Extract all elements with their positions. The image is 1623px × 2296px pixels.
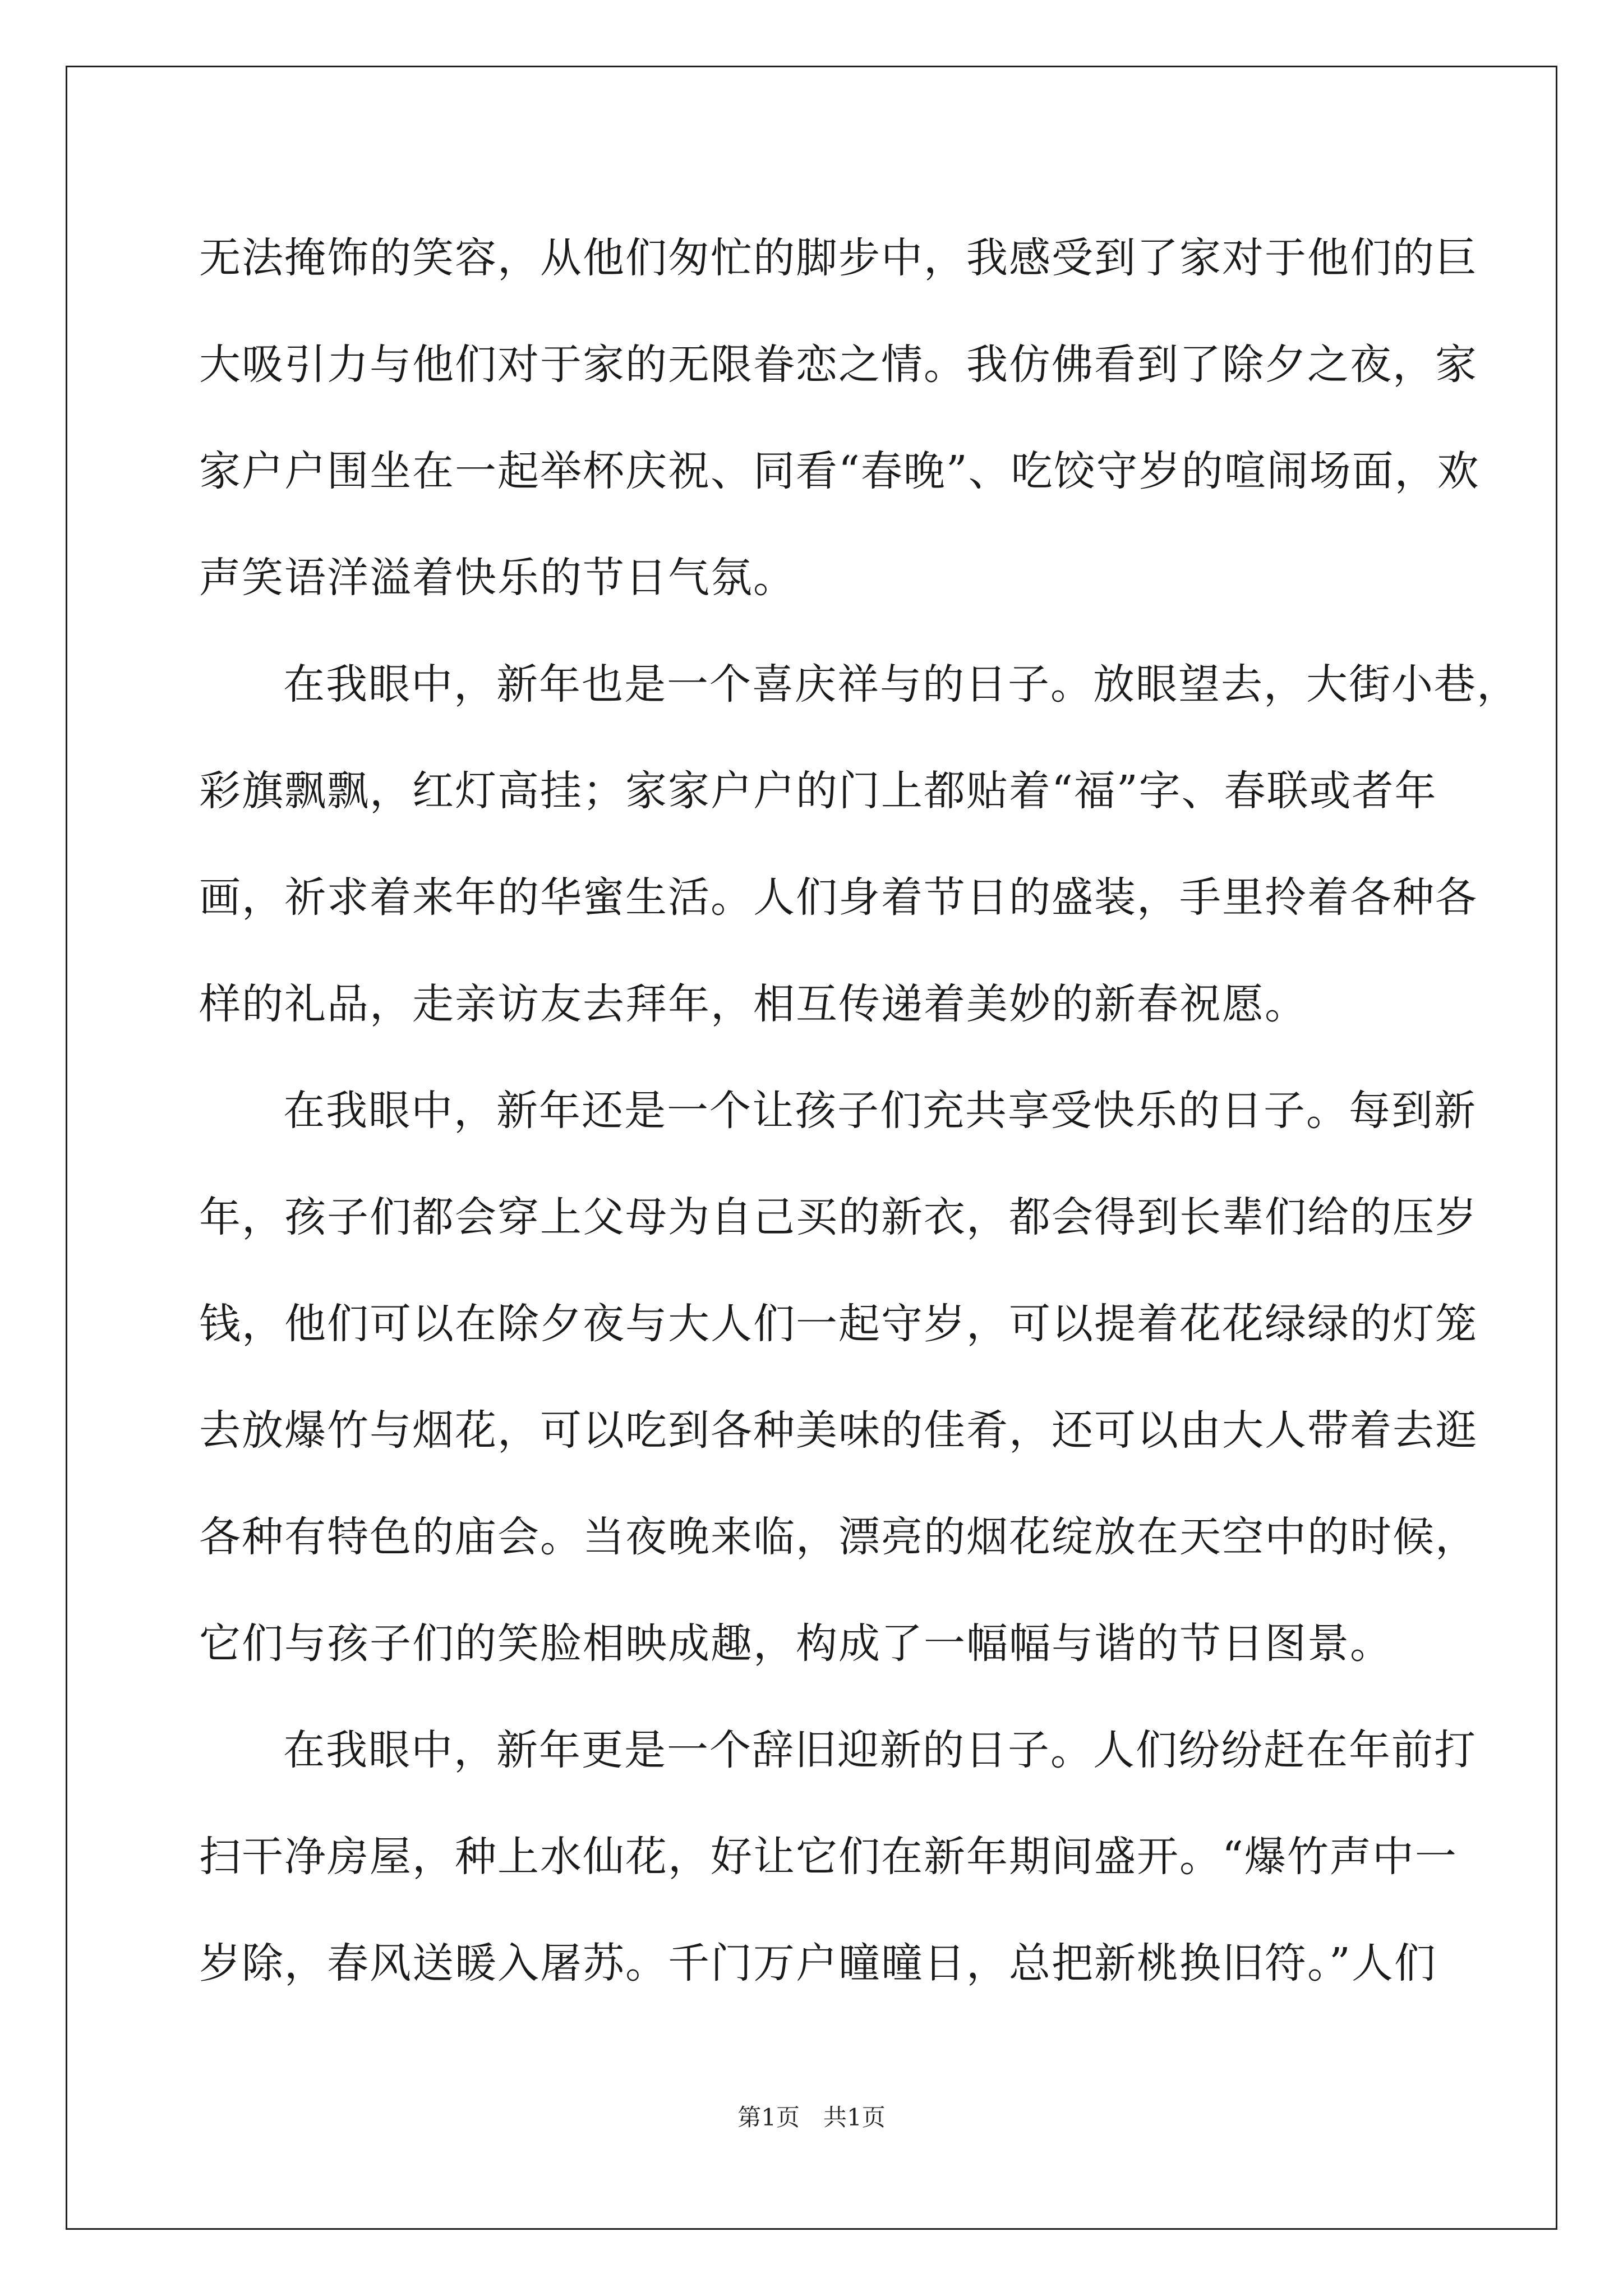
text-line: 彩旗飘飘，红灯高挂；家家户户的门上都贴着“福”字、春联或者年: [199, 767, 1437, 815]
text-line: 家户户围坐在一起举杯庆祝、同看“春晚”、吃饺守岁的喧闹场面，欢: [199, 447, 1480, 495]
paragraph-first-line: 在我眼中，新年还是一个让孩子们充共享受快乐的日子。每到新: [283, 1087, 1477, 1135]
text-line: 声笑语洋溢着快乐的节日气氛。: [199, 554, 796, 602]
text-line: 钱，他们可以在除夕夜与大人们一起守岁，可以提着花花绿绿的灯笼: [199, 1300, 1478, 1348]
paragraph-first-line: 在我眼中，新年也是一个喜庆祥与的日子。放眼望去，大街小巷，: [283, 660, 1519, 708]
paragraph-first-line: 在我眼中，新年更是一个辞旧迎新的日子。人们纷纷赶在年前打: [283, 1726, 1477, 1774]
text-line: 年，孩子们都会穿上父母为自己买的新衣，都会得到长辈们给的压岁: [199, 1193, 1478, 1241]
text-line: 样的礼品，走亲访友去拜年，相互传递着美妙的新春祝愿。: [199, 980, 1307, 1028]
text-line: 它们与孩子们的笑脸相映成趣，构成了一幅幅与谐的节日图景。: [199, 1619, 1393, 1668]
page-footer: 第1页 共1页: [737, 2104, 886, 2131]
text-line: 扫干净房屋，种上水仙花，好让它们在新年期间盛开。“爆竹声中一: [199, 1833, 1458, 1881]
text-line: 无法掩饰的笑容，从他们匆忙的脚步中，我感受到了家对于他们的巨: [199, 234, 1478, 282]
text-line: 各种有特色的庙会。当夜晚来临，漂亮的烟花绽放在天空中的时候，: [199, 1513, 1478, 1561]
text-line: 岁除，春风送暖入屠苏。千门万户曈曈日，总把新桃换旧符。”人们: [199, 1939, 1437, 1987]
text-line: 画，祈求着来年的华蜜生活。人们身着节日的盛装，手里拎着各种各: [199, 873, 1478, 922]
text-line: 大吸引力与他们对于家的无限眷恋之情。我仿佛看到了除夕之夜，家: [199, 341, 1478, 389]
document-body: [199, 205, 1519, 2017]
text-line: 去放爆竹与烟花，可以吃到各种美味的佳肴，还可以由大人带着去逛: [199, 1406, 1478, 1455]
